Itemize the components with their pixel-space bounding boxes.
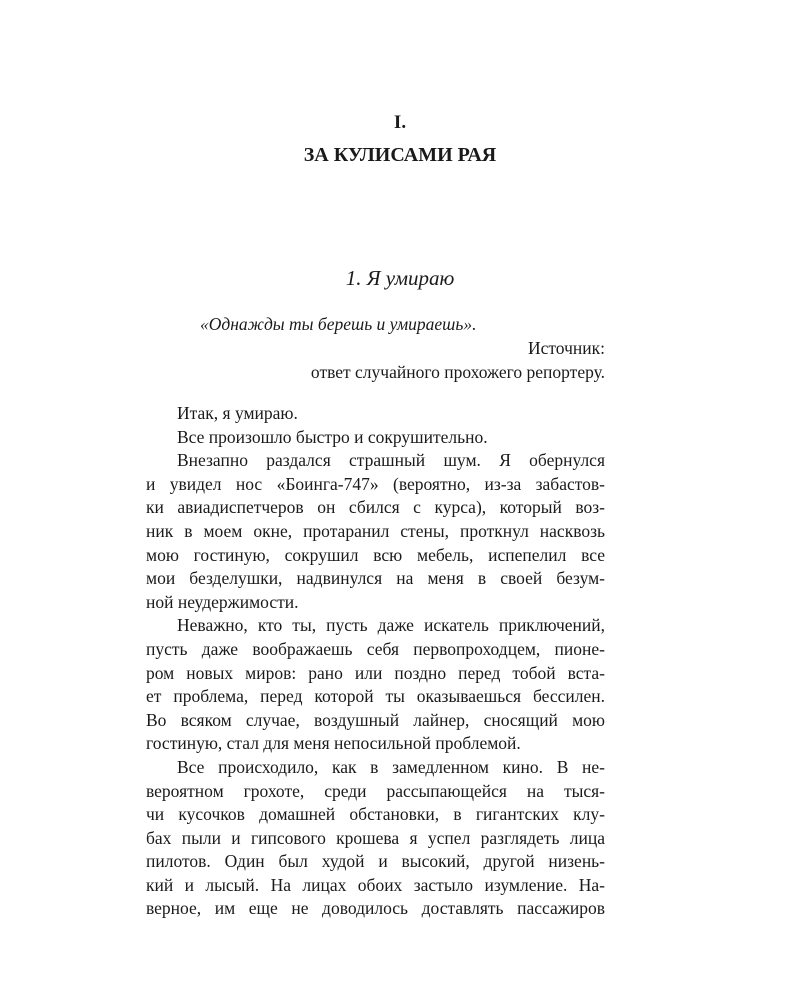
- text-line: и увидел нос «Боинга-747» (вероятно, из-за забастов-: [146, 473, 605, 494]
- text-line: Все произошло быстро и сокрушительно.: [177, 426, 488, 447]
- text-line: Все происходило, как в замедленном кино. В не-: [177, 756, 605, 777]
- text-line: Итак, я умираю.: [177, 403, 298, 423]
- text-line: ром новых миров: рано или поздно перед тобой вста-: [146, 662, 605, 683]
- text-line: мою гостиную, сокрушил всю мебель, испепелил все: [146, 544, 605, 565]
- text-line: пусть даже воображаешь себя первопроходцем, пионе-: [146, 638, 605, 659]
- chapter-title: 1. Я умираю: [345, 266, 455, 290]
- part-title: ЗА КУЛИСАМИ РАЯ: [303, 144, 497, 166]
- text-line: ки авиадиспетчеров он сбился с курса), который воз-: [146, 497, 605, 518]
- text-line: ной неудержимости.: [146, 591, 299, 612]
- text-line: ет проблема, перед которой ты оказываешься бессилен.: [146, 686, 605, 707]
- epigraph: [200, 312, 605, 384]
- epigraph-source-label: Источник:: [527, 338, 605, 358]
- part-number: I.: [393, 112, 407, 133]
- text-line: вероятном грохоте, среди рассыпающейся на тыся-: [146, 780, 605, 801]
- text-line: кий и лысый. На лицах обоих застыло изумление. На-: [146, 874, 605, 895]
- text-line: Во всяком случае, воздушный лайнер, сносящий мою: [146, 709, 605, 730]
- text-line: верное, им еще не доводилось доставлять пассажиров: [146, 898, 605, 919]
- text-line: гостиную, стал для меня непосильной проблемой.: [146, 733, 521, 754]
- text-line: пилотов. Один был худой и высокий, другой низень-: [146, 851, 605, 872]
- text-line: чи кусочков домашней обстановки, в гигантских клу-: [146, 804, 605, 825]
- body-text: [146, 402, 605, 921]
- text-line: ник в моем окне, протаранил стены, проткнул насквозь: [146, 520, 605, 541]
- epigraph-quote: «Однажды ты берешь и умираешь».: [200, 314, 477, 334]
- epigraph-source-text: ответ случайного прохожего репортеру.: [310, 362, 605, 382]
- text-line: мои безделушки, надвинулся на меня в своей безум-: [146, 568, 605, 589]
- text-line: Внезапно раздался страшный шум. Я обернулся: [177, 450, 605, 471]
- text-line: бах пыли и гипсового крошева я успел разглядеть лица: [146, 827, 605, 848]
- text-line: Неважно, кто ты, пусть даже искатель приключений,: [177, 615, 605, 636]
